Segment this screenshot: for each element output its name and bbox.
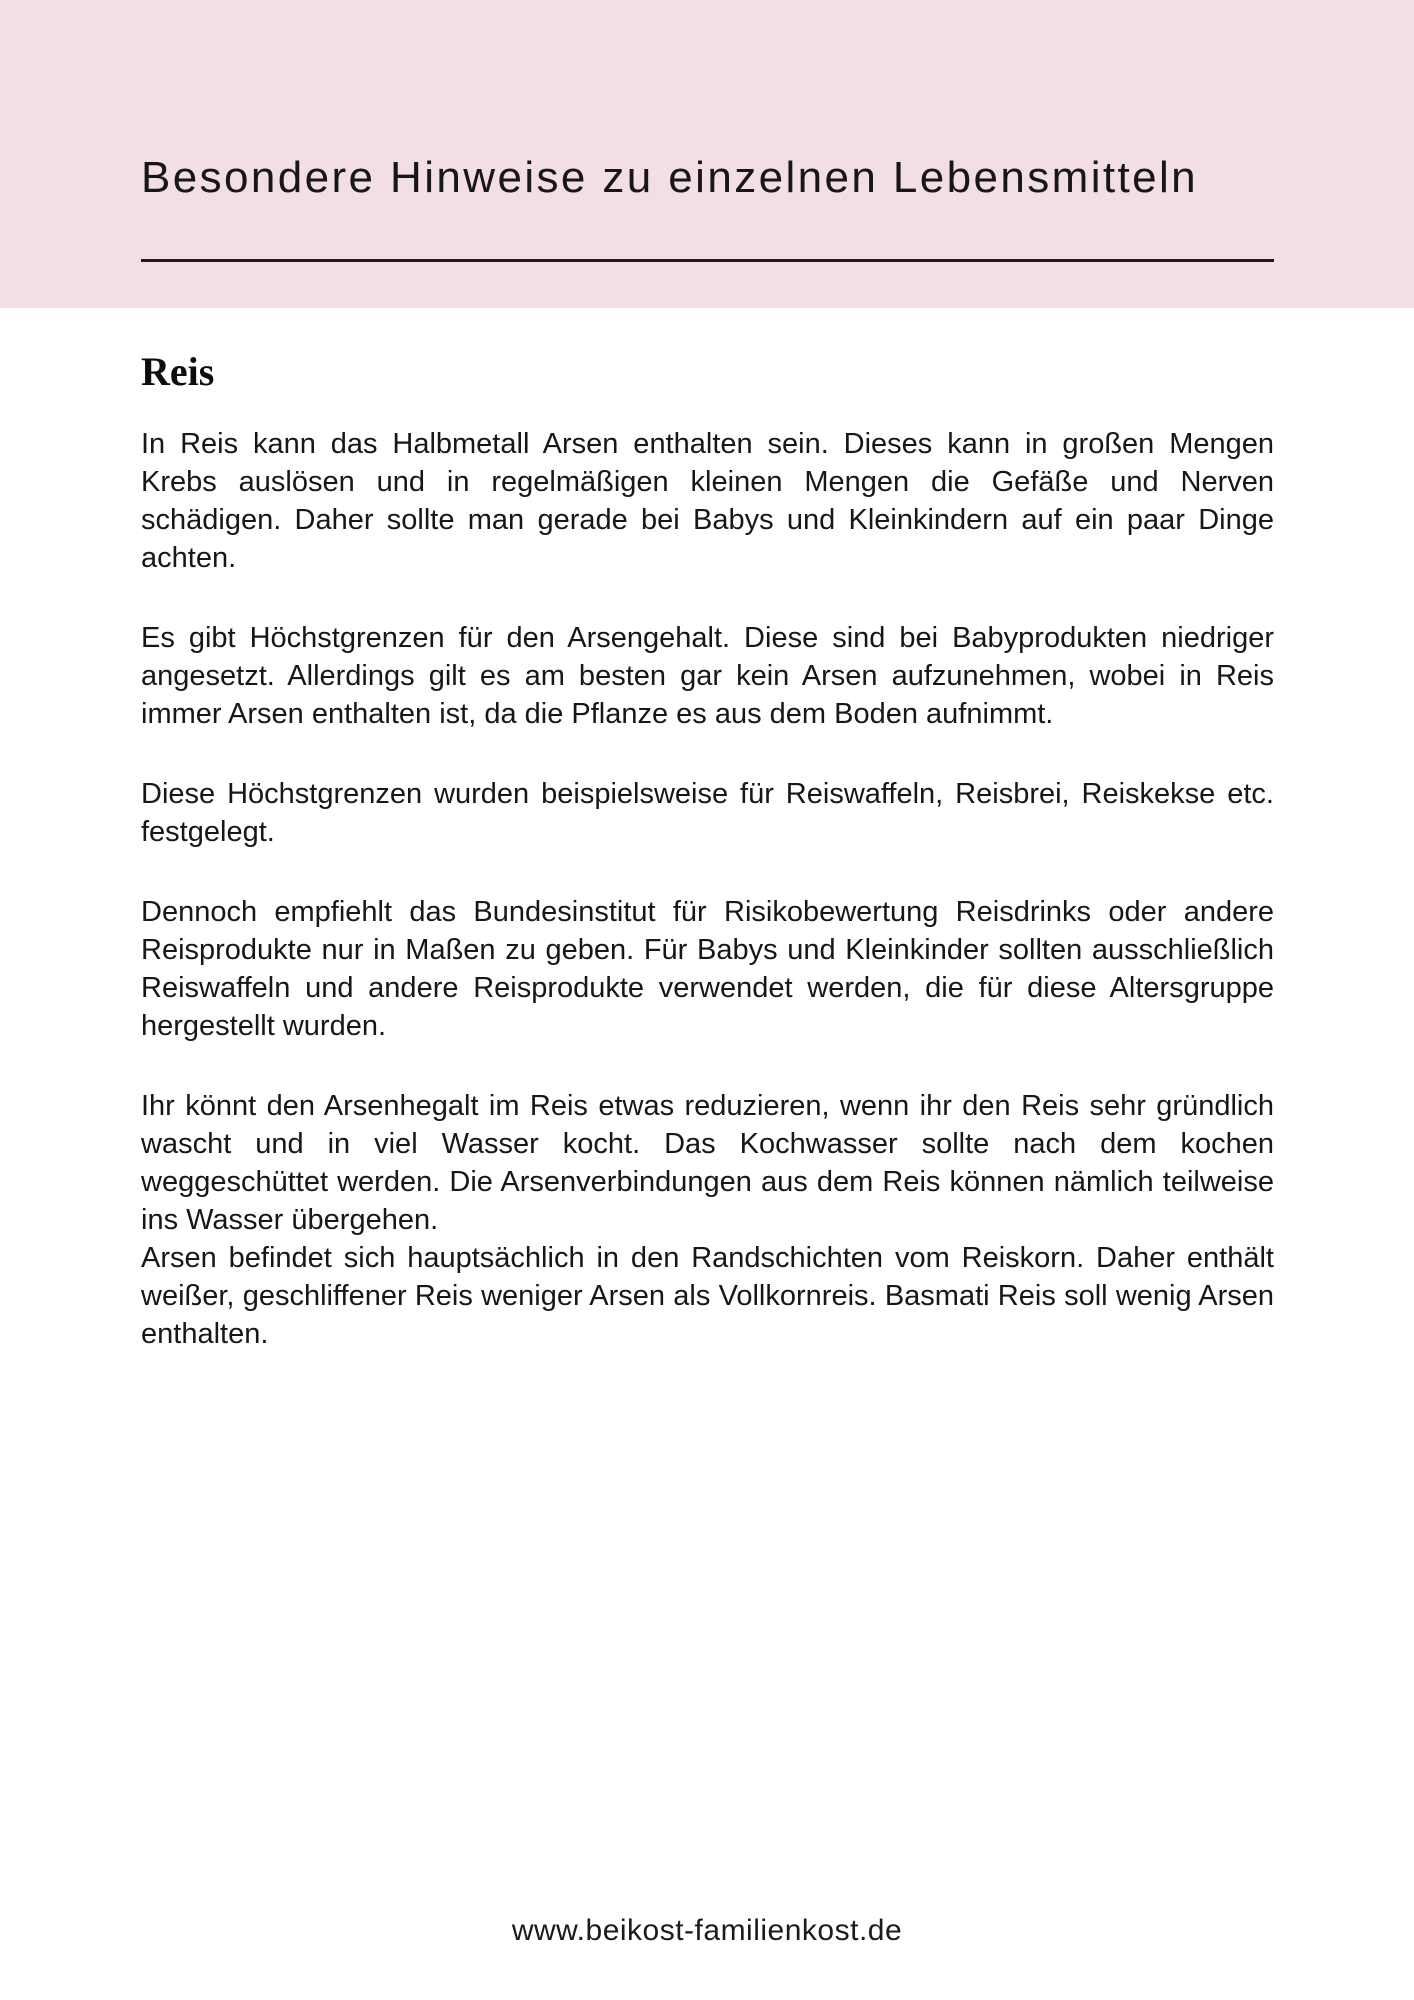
body-paragraph-4: Dennoch empfiehlt das Bundesinstitut für Risikobewertung Reisdrinks oder andere Reisprodukte nur in Maßen zu geben. Für Babys und Kleinkinder sollten ausschließlich Reiswaffeln und andere Reisprodukte verwendet werden, die für diese Altersgruppe hergestellt wurden. xyxy=(141,896,1274,1042)
page-title: Besondere Hinweise zu einzelnen Lebensmitteln xyxy=(141,153,1199,202)
page-header-band xyxy=(0,0,1414,308)
body-paragraph-5: Ihr könnt den Arsenhegalt im Reis etwas reduzieren, wenn ihr den Reis sehr gründlich wascht und in viel Wasser kocht. Das Kochwasser sollte nach dem kochen weggeschüttet werden. Die Arsenverbindungen aus dem Reis können nämlich teilweise ins Wasser übergehen. xyxy=(141,1090,1274,1236)
body-paragraph-3: Diese Höchstgrenzen wurden beispielsweise für Reiswaffeln, Reisbrei, Reiskekse etc. festgelegt. xyxy=(141,778,1274,848)
title-underline-rule xyxy=(141,259,1274,262)
body-paragraph-6: Arsen befindet sich hauptsächlich in den Randschichten vom Reiskorn. Daher enthält weißer, geschliffener Reis weniger Arsen als Vollkornreis. Basmati Reis soll wenig Arsen enthalten. xyxy=(141,1242,1274,1350)
section-heading-reis: Reis xyxy=(141,349,215,394)
body-paragraph-1: In Reis kann das Halbmetall Arsen enthalten sein. Dieses kann in großen Mengen Krebs auslösen und in regelmäßigen kleinen Mengen die Gefäße und Nerven schädigen. Daher sollte man gerade bei Babys und Kleinkindern auf ein paar Dinge achten. xyxy=(141,428,1274,574)
article-content xyxy=(141,308,1274,1353)
body-paragraph-2: Es gibt Höchstgrenzen für den Arsengehalt. Diese sind bei Babyprodukten niedriger angesetzt. Allerdings gilt es am besten gar kein Arsen aufzunehmen, wobei in Reis immer Arsen enthalten ist, da die Pflanze es aus dem Boden aufnimmt. xyxy=(141,622,1274,730)
website-url[interactable]: www.beikost-familienkost.de xyxy=(511,1914,903,1947)
page-footer xyxy=(0,1912,1414,1950)
